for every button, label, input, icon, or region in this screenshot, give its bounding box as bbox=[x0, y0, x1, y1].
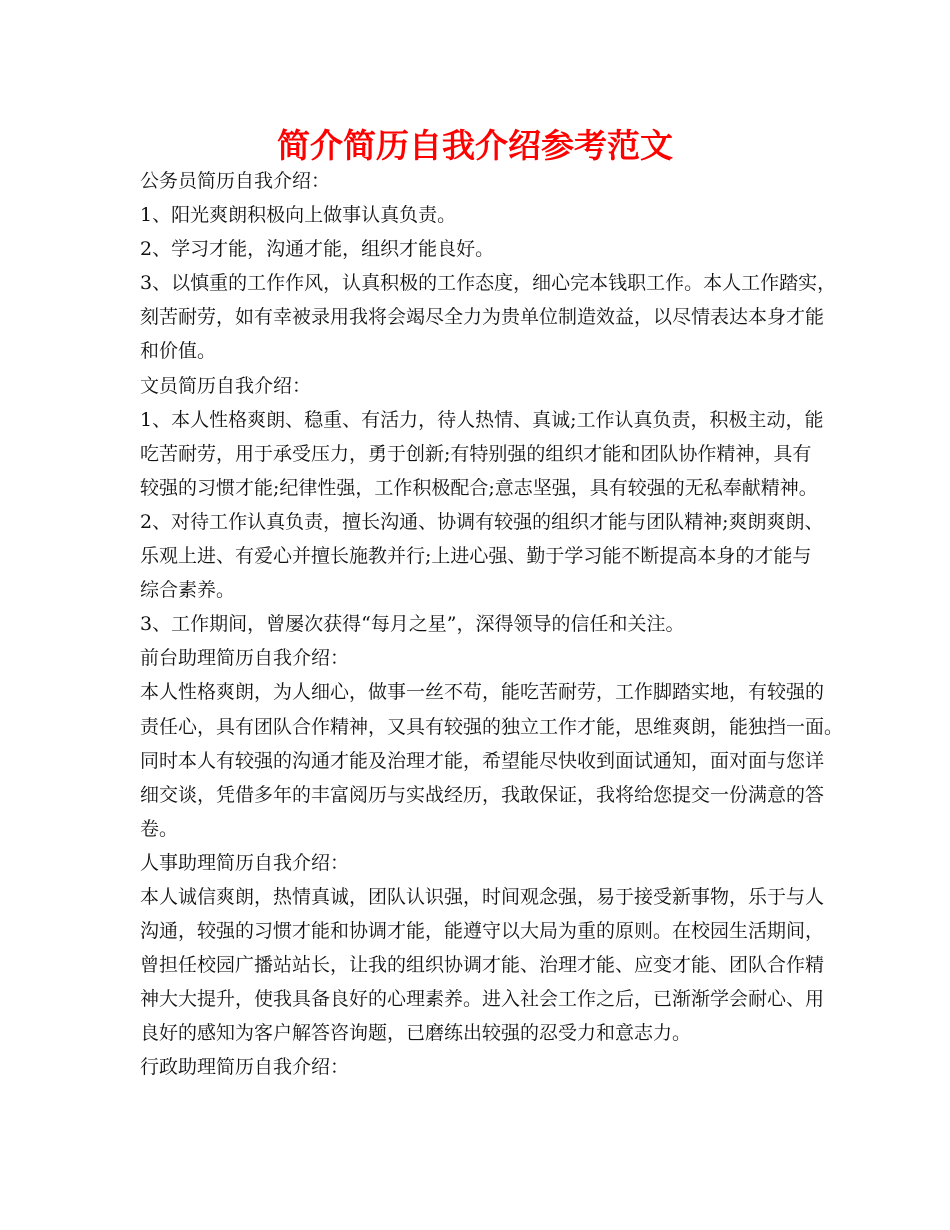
body-line: 1、阳光爽朗积极向上做事认真负责。 bbox=[140, 204, 457, 227]
body-line: 较强的习惯才能;纪律性强，工作积极配合;意志坚强，具有较强的无私奉献精神。 bbox=[140, 476, 818, 499]
body-line: 1、本人性格爽朗、稳重、有活力，待人热情、真诚;工作认真负责，积极主动，能 bbox=[140, 408, 824, 431]
body-line: 行政助理简历自我介绍： bbox=[140, 1056, 350, 1079]
body-line: 同时本人有较强的沟通才能及治理才能，希望能尽快收到面试通知，面对面与您详 bbox=[140, 749, 825, 772]
body-line: 公务员简历自我介绍： bbox=[140, 170, 331, 192]
body-line: 2、对待工作认真负责，擅长沟通、协调有较强的组织才能与团队精神;爽朗爽朗、 bbox=[140, 510, 824, 533]
body-line: 责任心，具有团队合作精神，又具有较强的独立工作才能，思维爽朗，能独挡一面。 bbox=[140, 715, 844, 738]
body-line: 曾担任校园广播站站长，让我的组织协调才能、治理才能、应变才能、团队合作精 bbox=[140, 954, 825, 977]
body-line: 3、以慎重的工作作风，认真积极的工作态度，细心完本钱职工作。本人工作踏实， bbox=[140, 272, 837, 295]
body-line: 人事助理简历自我介绍： bbox=[140, 851, 350, 874]
body-line: 乐观上进、有爱心并擅长施教并行;上进心强、勤于学习能不断提高本身的才能与 bbox=[140, 545, 812, 568]
body-line: 前台助理简历自我介绍： bbox=[140, 647, 350, 670]
body-line: 沟通，较强的习惯才能和协调才能，能遵守以大局为重的原则。在校园生活期间， bbox=[140, 920, 825, 943]
body-line: 综合素养。 bbox=[140, 579, 236, 602]
body-line: 良好的感知为客户解答咨询题，已磨练出较强的忍受力和意志力。 bbox=[140, 1022, 692, 1045]
body-line: 2、学习才能，沟通才能，组织才能良好。 bbox=[140, 238, 495, 261]
body-line: 神大大提升，使我具备良好的心理素养。进入社会工作之后，已渐渐学会耐心、用 bbox=[140, 988, 825, 1011]
body-line: 细交谈，凭借多年的丰富阅历与实战经历，我敢保证，我将给您提交一份满意的答 bbox=[140, 783, 825, 806]
body-line: 文员简历自我介绍： bbox=[140, 374, 312, 397]
body-line: 3、工作期间，曾屡次获得“每月之星”，深得领导的信任和关注。 bbox=[140, 613, 685, 636]
body-line: 本人诚信爽朗，热情真诚，团队认识强，时间观念强，易于接受新事物，乐于与人 bbox=[140, 885, 825, 908]
body-line: 本人性格爽朗，为人细心，做事一丝不苟，能吃苦耐劳，工作脚踏实地，有较强的 bbox=[140, 681, 825, 704]
body-line: 吃苦耐劳，用于承受压力，勇于创新;有特别强的组织才能和团队协作精神，具有 bbox=[140, 442, 812, 465]
document-body bbox=[140, 164, 844, 1085]
body-line: 和价值。 bbox=[140, 340, 217, 363]
document-title: 简介简历自我介绍参考范文 bbox=[277, 126, 673, 165]
body-line: 卷。 bbox=[140, 817, 179, 840]
body-line: 刻苦耐劳，如有幸被录用我将会竭尽全力为贵单位制造效益，以尽情表达本身才能 bbox=[140, 306, 825, 329]
